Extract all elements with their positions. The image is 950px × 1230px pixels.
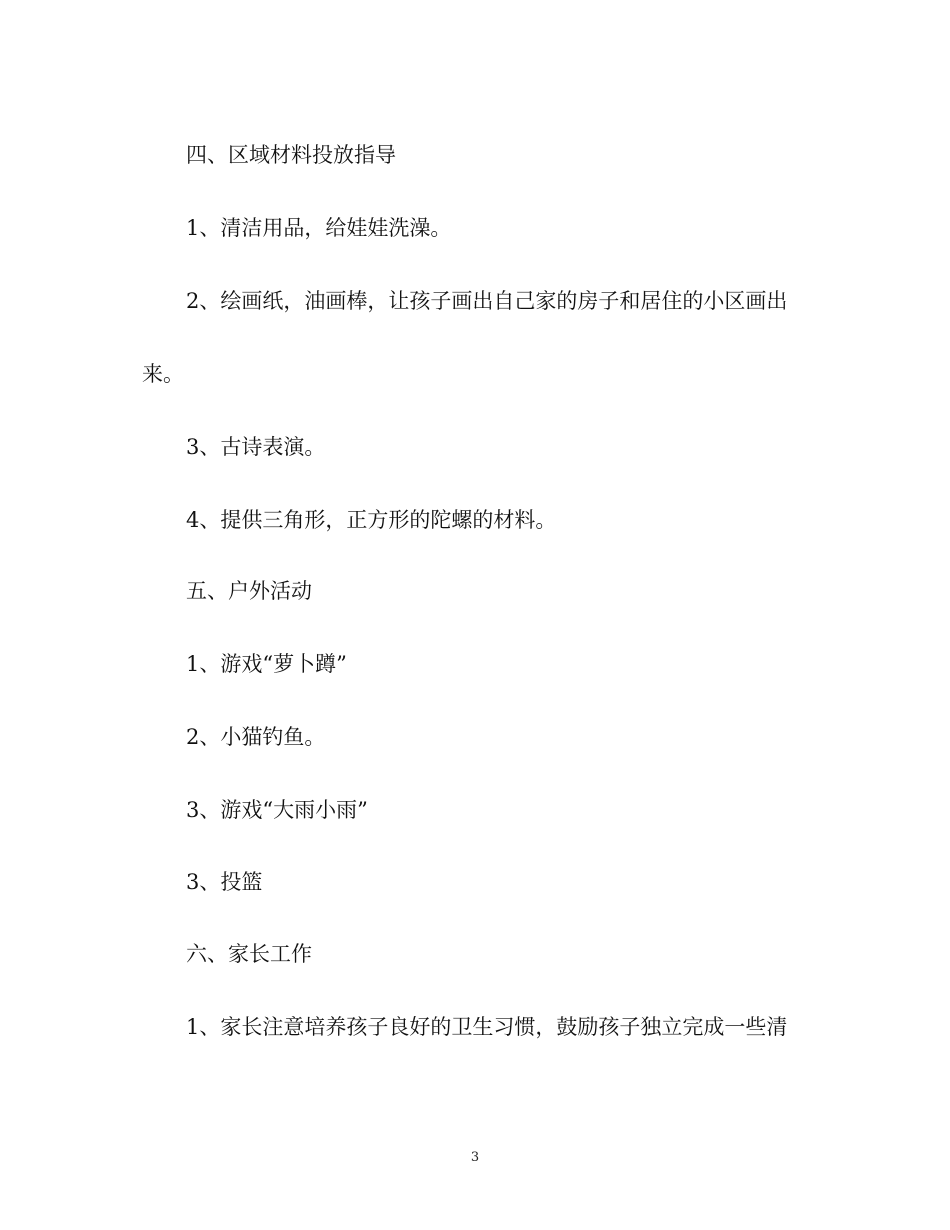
section-heading-outdoor-activities: 五、户外活动	[186, 579, 312, 603]
paragraph-line: 1、清洁用品，给娃娃洗澡。	[186, 216, 452, 240]
paragraph-line-continuation: 来。	[142, 362, 184, 386]
paragraph-line: 1、游戏“萝卜蹲”	[186, 652, 347, 676]
paragraph-line: 3、游戏“大雨小雨”	[186, 798, 368, 822]
paragraph-line: 1、家长注意培养孩子良好的卫生习惯，鼓励孩子独立完成一些清	[186, 1015, 788, 1039]
page-number: 3	[470, 1150, 480, 1165]
section-heading-parent-work: 六、家长工作	[186, 942, 312, 966]
paragraph-line: 2、小猫钓鱼。	[186, 725, 326, 749]
paragraph-line: 3、古诗表演。	[186, 435, 326, 459]
paragraph-line: 2、绘画纸，油画棒，让孩子画出自己家的房子和居住的小区画出	[186, 289, 788, 313]
paragraph-line: 4、提供三角形，正方形的陀螺的材料。	[186, 508, 557, 532]
paragraph-line: 3、投篮	[186, 870, 263, 894]
section-heading-area-materials: 四、区域材料投放指导	[186, 143, 396, 167]
